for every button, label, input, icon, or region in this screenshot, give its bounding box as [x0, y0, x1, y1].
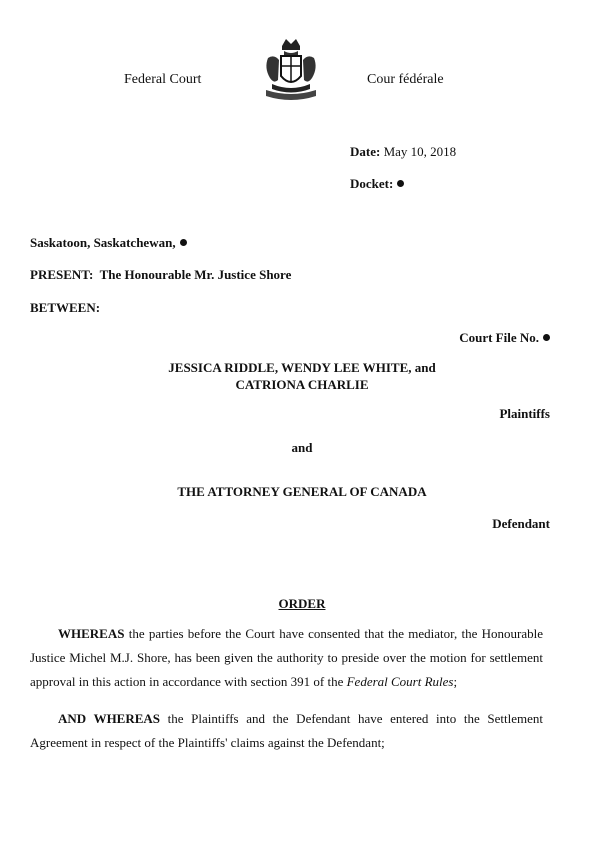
defendant-role: Defendant: [492, 516, 550, 531]
court-name-english: Federal Court: [124, 72, 202, 87]
court-file-label: Court File No.: [459, 330, 539, 345]
whereas-paragraph-2: [30, 707, 543, 755]
court-file-line: [459, 330, 550, 346]
para1-rules-citation: Federal Court Rules: [346, 674, 454, 689]
placeholder-bullet-icon: [543, 334, 550, 341]
and-separator: and: [291, 440, 313, 455]
plaintiffs-role: Plaintiffs: [499, 406, 550, 421]
para2-text: the Plaintiffs and the Defendant have entered into the Settlement Agreement in respect of the Plaintiffs' claims against the Defendant;: [30, 711, 543, 750]
para1-lead: WHEREAS: [58, 626, 125, 641]
plaintiffs-line-1: JESSICA RIDDLE, WENDY LEE WHITE, and: [168, 360, 436, 375]
para1-end: ;: [453, 674, 458, 689]
docket-label: Docket:: [350, 176, 394, 191]
present-label: PRESENT:: [30, 267, 94, 282]
location: Saskatoon, Saskatchewan,: [30, 235, 176, 250]
plaintiffs-line-2: CATRIONA CHARLIE: [235, 377, 369, 392]
present-value: The Honourable Mr. Justice Shore: [99, 267, 292, 282]
placeholder-bullet-icon: [397, 180, 404, 187]
date-value: May 10, 2018: [383, 144, 457, 159]
whereas-paragraph-1: [30, 622, 543, 694]
order-title: ORDER: [278, 596, 326, 611]
docket-line: [350, 176, 404, 192]
location-line: [30, 235, 187, 251]
placeholder-bullet-icon: [180, 239, 187, 246]
between-label: BETWEEN:: [30, 300, 101, 315]
para1-text: the parties before the Court have consented that the mediator, the Honourable Justice Michel M.J. Shore, has been given the authority to preside over the motion for settlement approval in this action in accordance with section 391 of the: [30, 626, 543, 689]
present-line: [30, 267, 291, 283]
defendant-name: THE ATTORNEY GENERAL OF CANADA: [177, 484, 427, 499]
para2-lead: AND WHEREAS: [58, 711, 161, 726]
court-name-french: Cour fédérale: [367, 72, 444, 87]
coat-of-arms-logo: [262, 36, 320, 104]
date-label: Date:: [350, 144, 381, 159]
date-line: [350, 144, 456, 160]
